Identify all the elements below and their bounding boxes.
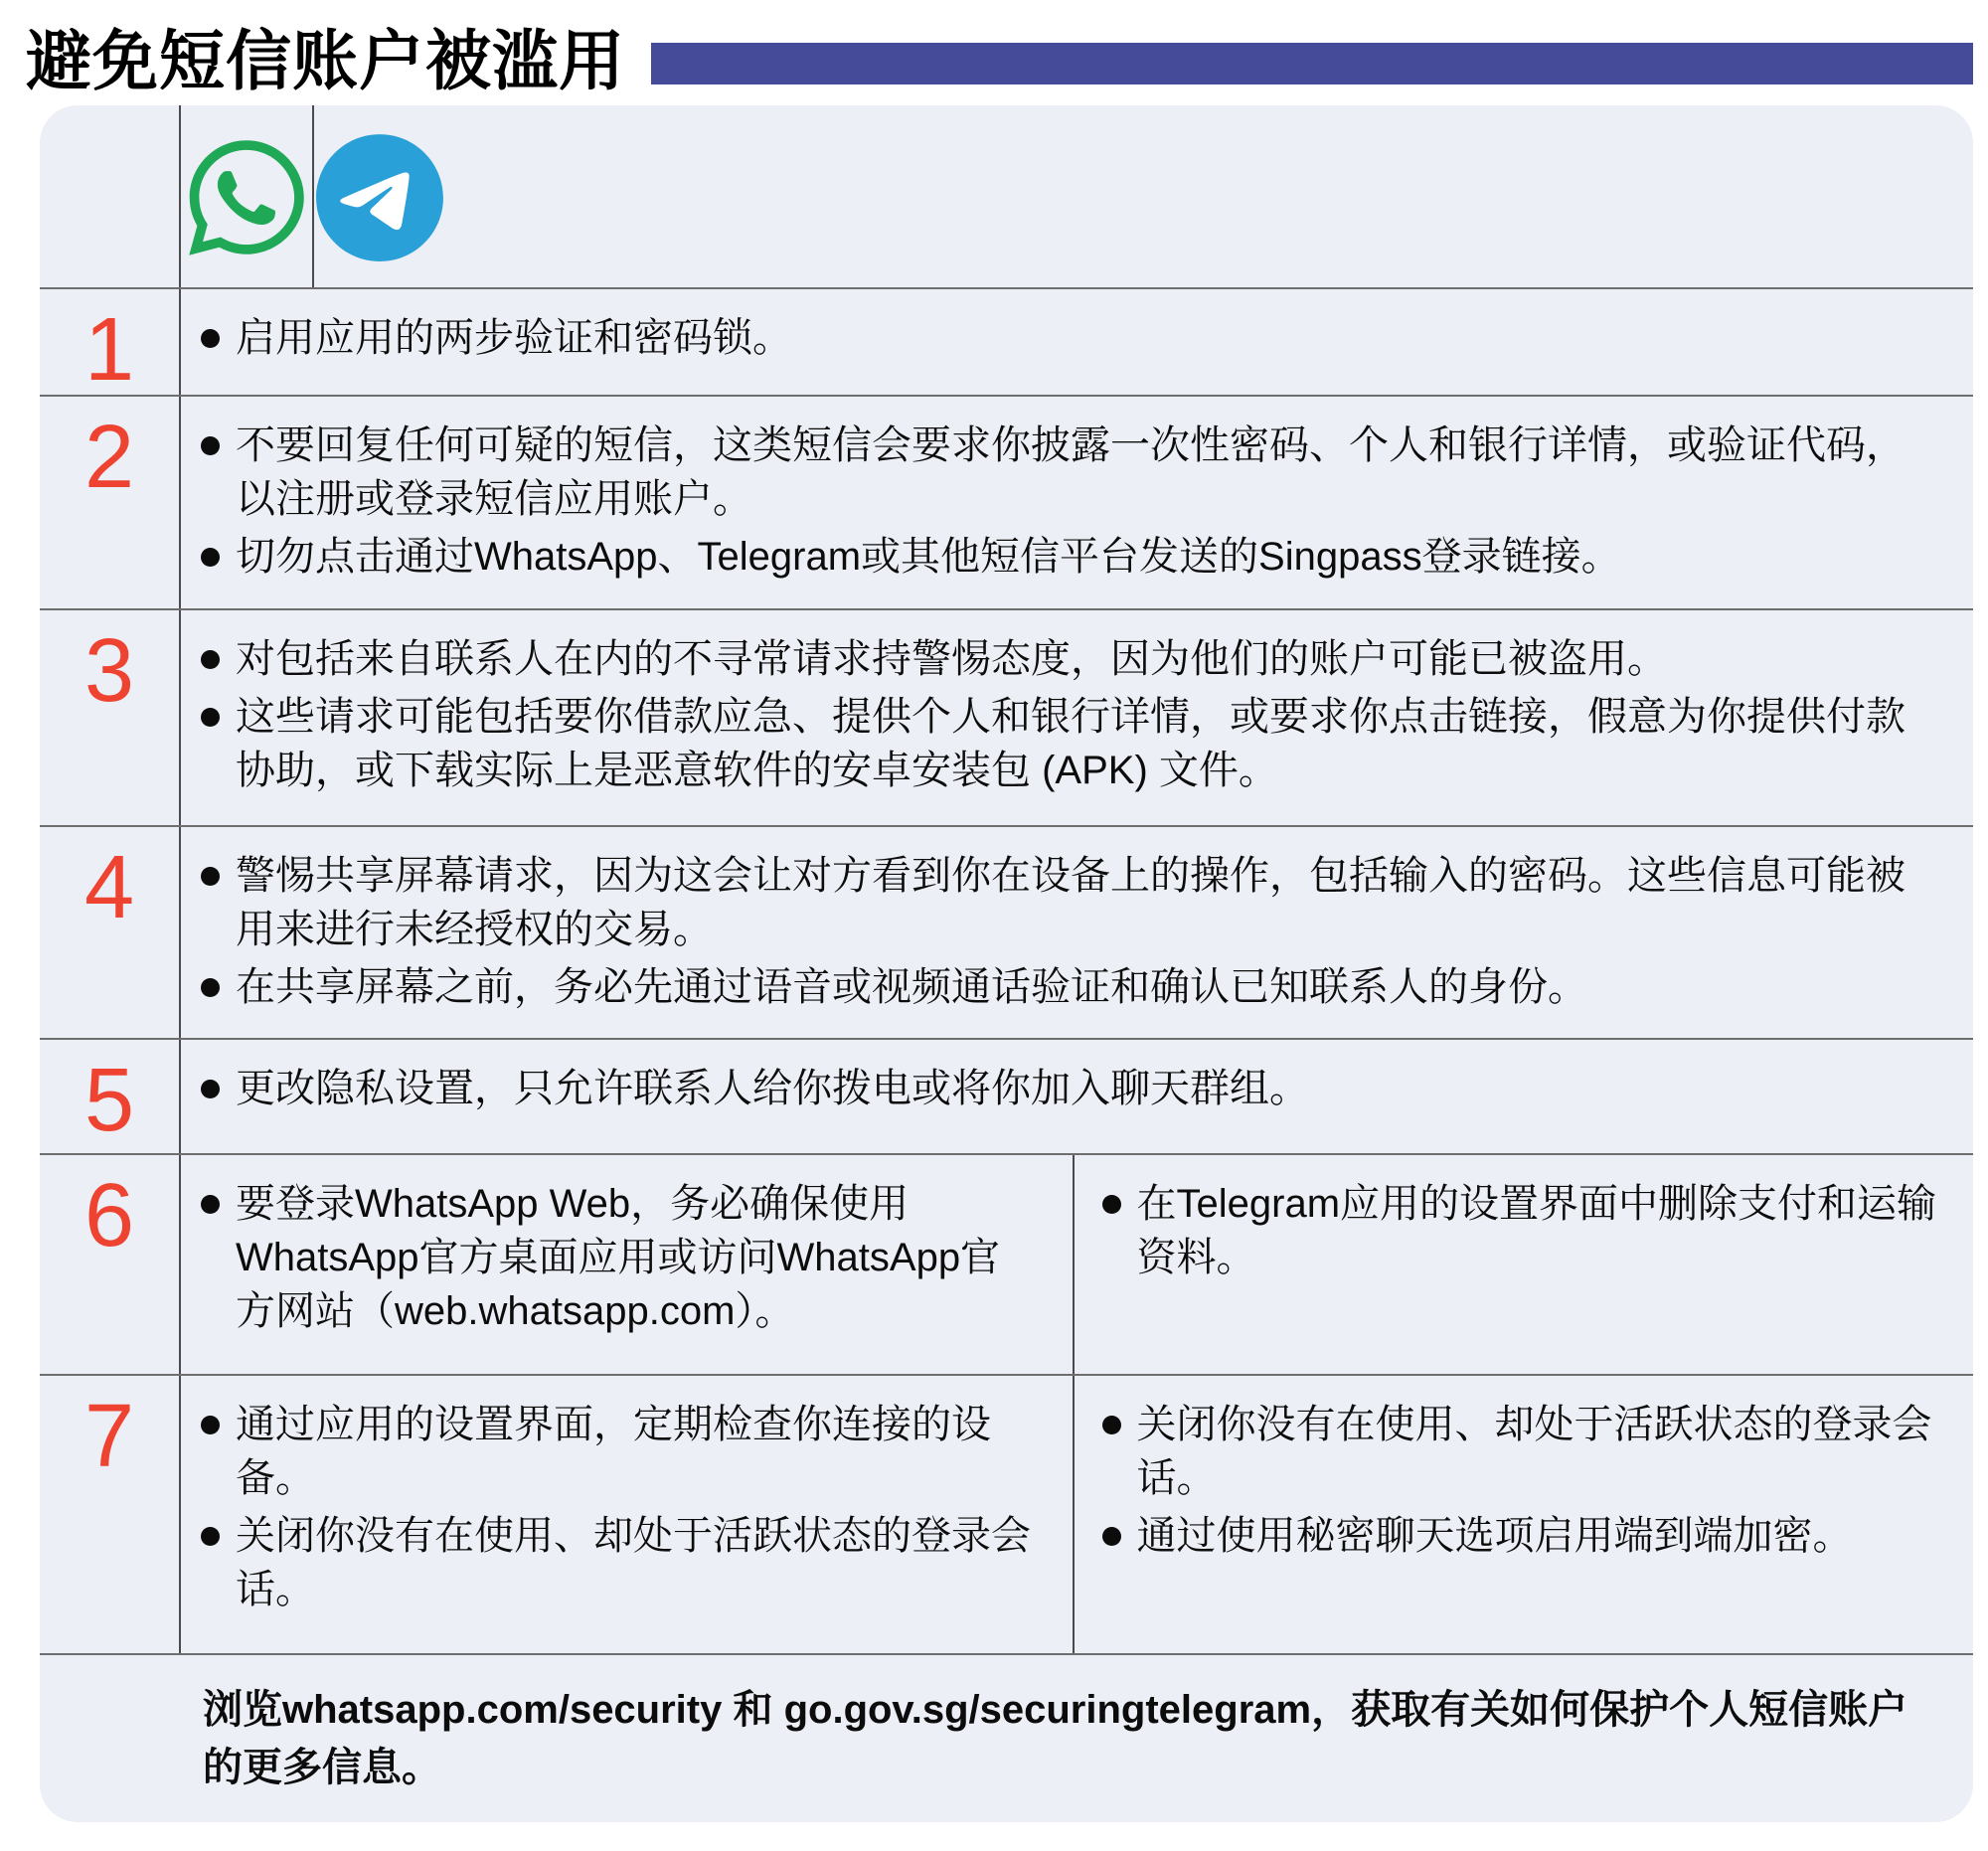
bullet-icon bbox=[201, 1527, 220, 1546]
table-row bbox=[40, 1038, 1973, 1153]
footer-note bbox=[40, 1653, 1973, 1822]
row-content bbox=[181, 610, 1973, 825]
page-title: 避免短信账户被滥用 bbox=[26, 24, 625, 97]
row-number: 2 bbox=[40, 397, 181, 608]
whatsapp-cell bbox=[181, 1376, 1073, 1653]
list-item: 更改隐私设置，只允许联系人给你拨电或将你加入聊天群组。 bbox=[195, 1062, 1939, 1115]
list-item: 要登录WhatsApp Web，务必确保使用WhatsApp官方桌面应用或访问WhatsApp官方网站（web.whatsapp.com）。 bbox=[195, 1177, 1039, 1338]
bullet-icon bbox=[1102, 1195, 1121, 1214]
telegram-cell bbox=[1073, 1376, 1974, 1653]
list-item: 关闭你没有在使用、却处于活跃状态的登录会话。 bbox=[1096, 1398, 1940, 1505]
bullet-icon bbox=[201, 708, 220, 727]
whatsapp-cell bbox=[181, 1155, 1073, 1374]
bullet-icon bbox=[1102, 1527, 1121, 1546]
row-number: 5 bbox=[40, 1040, 181, 1153]
table-row bbox=[40, 608, 1973, 825]
row-number: 4 bbox=[40, 827, 181, 1038]
list-item: 在共享屏幕之前，务必先通过语音或视频通话验证和确认已知联系人的身份。 bbox=[195, 960, 1939, 1014]
bullet-icon bbox=[201, 1080, 220, 1098]
bullet-icon bbox=[201, 436, 220, 455]
list-item: 在Telegram应用的设置界面中删除支付和运输资料。 bbox=[1096, 1177, 1940, 1284]
list-item: 切勿点击通过WhatsApp、Telegram或其他短信平台发送的Singpass登录链接。 bbox=[195, 530, 1939, 584]
title-accent-bar bbox=[651, 43, 1973, 84]
row-content bbox=[181, 827, 1973, 1038]
row-content bbox=[181, 289, 1973, 395]
page-header bbox=[0, 0, 1988, 103]
list-item: 不要回复任何可疑的短信，这类短信会要求你披露一次性密码、个人和银行详情，或验证代码，以注册或登录短信应用账户。 bbox=[195, 419, 1939, 526]
footer-note-text: 浏览whatsapp.com/security 和 go.gov.sg/securingtelegram，获取有关如何保护个人短信账户的更多信息。 bbox=[203, 1688, 1908, 1789]
bullet-icon bbox=[201, 650, 220, 669]
row-content bbox=[181, 397, 1973, 608]
bullet-icon bbox=[201, 1416, 220, 1434]
list-item: 警惕共享屏幕请求，因为这会让对方看到你在设备上的操作，包括输入的密码。这些信息可能被用来进行未经授权的交易。 bbox=[195, 849, 1939, 956]
bullet-icon bbox=[201, 1195, 220, 1214]
telegram-cell bbox=[1073, 1155, 1974, 1374]
row-number: 1 bbox=[40, 289, 181, 395]
table-row bbox=[40, 1153, 1973, 1374]
telegram-column-header bbox=[312, 105, 445, 287]
telegram-icon bbox=[314, 132, 445, 263]
bullet-icon bbox=[201, 548, 220, 567]
row-number: 3 bbox=[40, 610, 181, 825]
list-item: 这些请求可能包括要你借款应急、提供个人和银行详情，或要求你点击链接，假意为你提供付款协助，或下载实际上是恶意软件的安卓安装包 (APK) 文件。 bbox=[195, 690, 1939, 797]
list-item: 对包括来自联系人在内的不寻常请求持警惕态度，因为他们的账户可能已被盗用。 bbox=[195, 632, 1939, 686]
whatsapp-column-header bbox=[181, 105, 312, 287]
table-row bbox=[40, 825, 1973, 1038]
table-row bbox=[40, 287, 1973, 400]
header-number-cell bbox=[40, 105, 181, 287]
bullet-icon bbox=[201, 329, 220, 348]
tips-table bbox=[40, 105, 1973, 1822]
row-number: 6 bbox=[40, 1155, 181, 1374]
list-item: 通过应用的设置界面，定期检查你连接的设备。 bbox=[195, 1398, 1039, 1505]
row-content bbox=[181, 1040, 1973, 1153]
bullet-icon bbox=[201, 978, 220, 997]
table-header-row bbox=[40, 105, 1973, 287]
table-row bbox=[40, 1374, 1973, 1653]
table-row bbox=[40, 395, 1973, 608]
bullet-icon bbox=[1102, 1416, 1121, 1434]
list-item: 关闭你没有在使用、却处于活跃状态的登录会话。 bbox=[195, 1509, 1039, 1616]
row-number: 7 bbox=[40, 1376, 181, 1653]
list-item: 通过使用秘密聊天选项启用端到端加密。 bbox=[1096, 1509, 1940, 1563]
bullet-icon bbox=[201, 867, 220, 886]
whatsapp-icon bbox=[181, 132, 312, 263]
list-item: 启用应用的两步验证和密码锁。 bbox=[195, 311, 1939, 365]
